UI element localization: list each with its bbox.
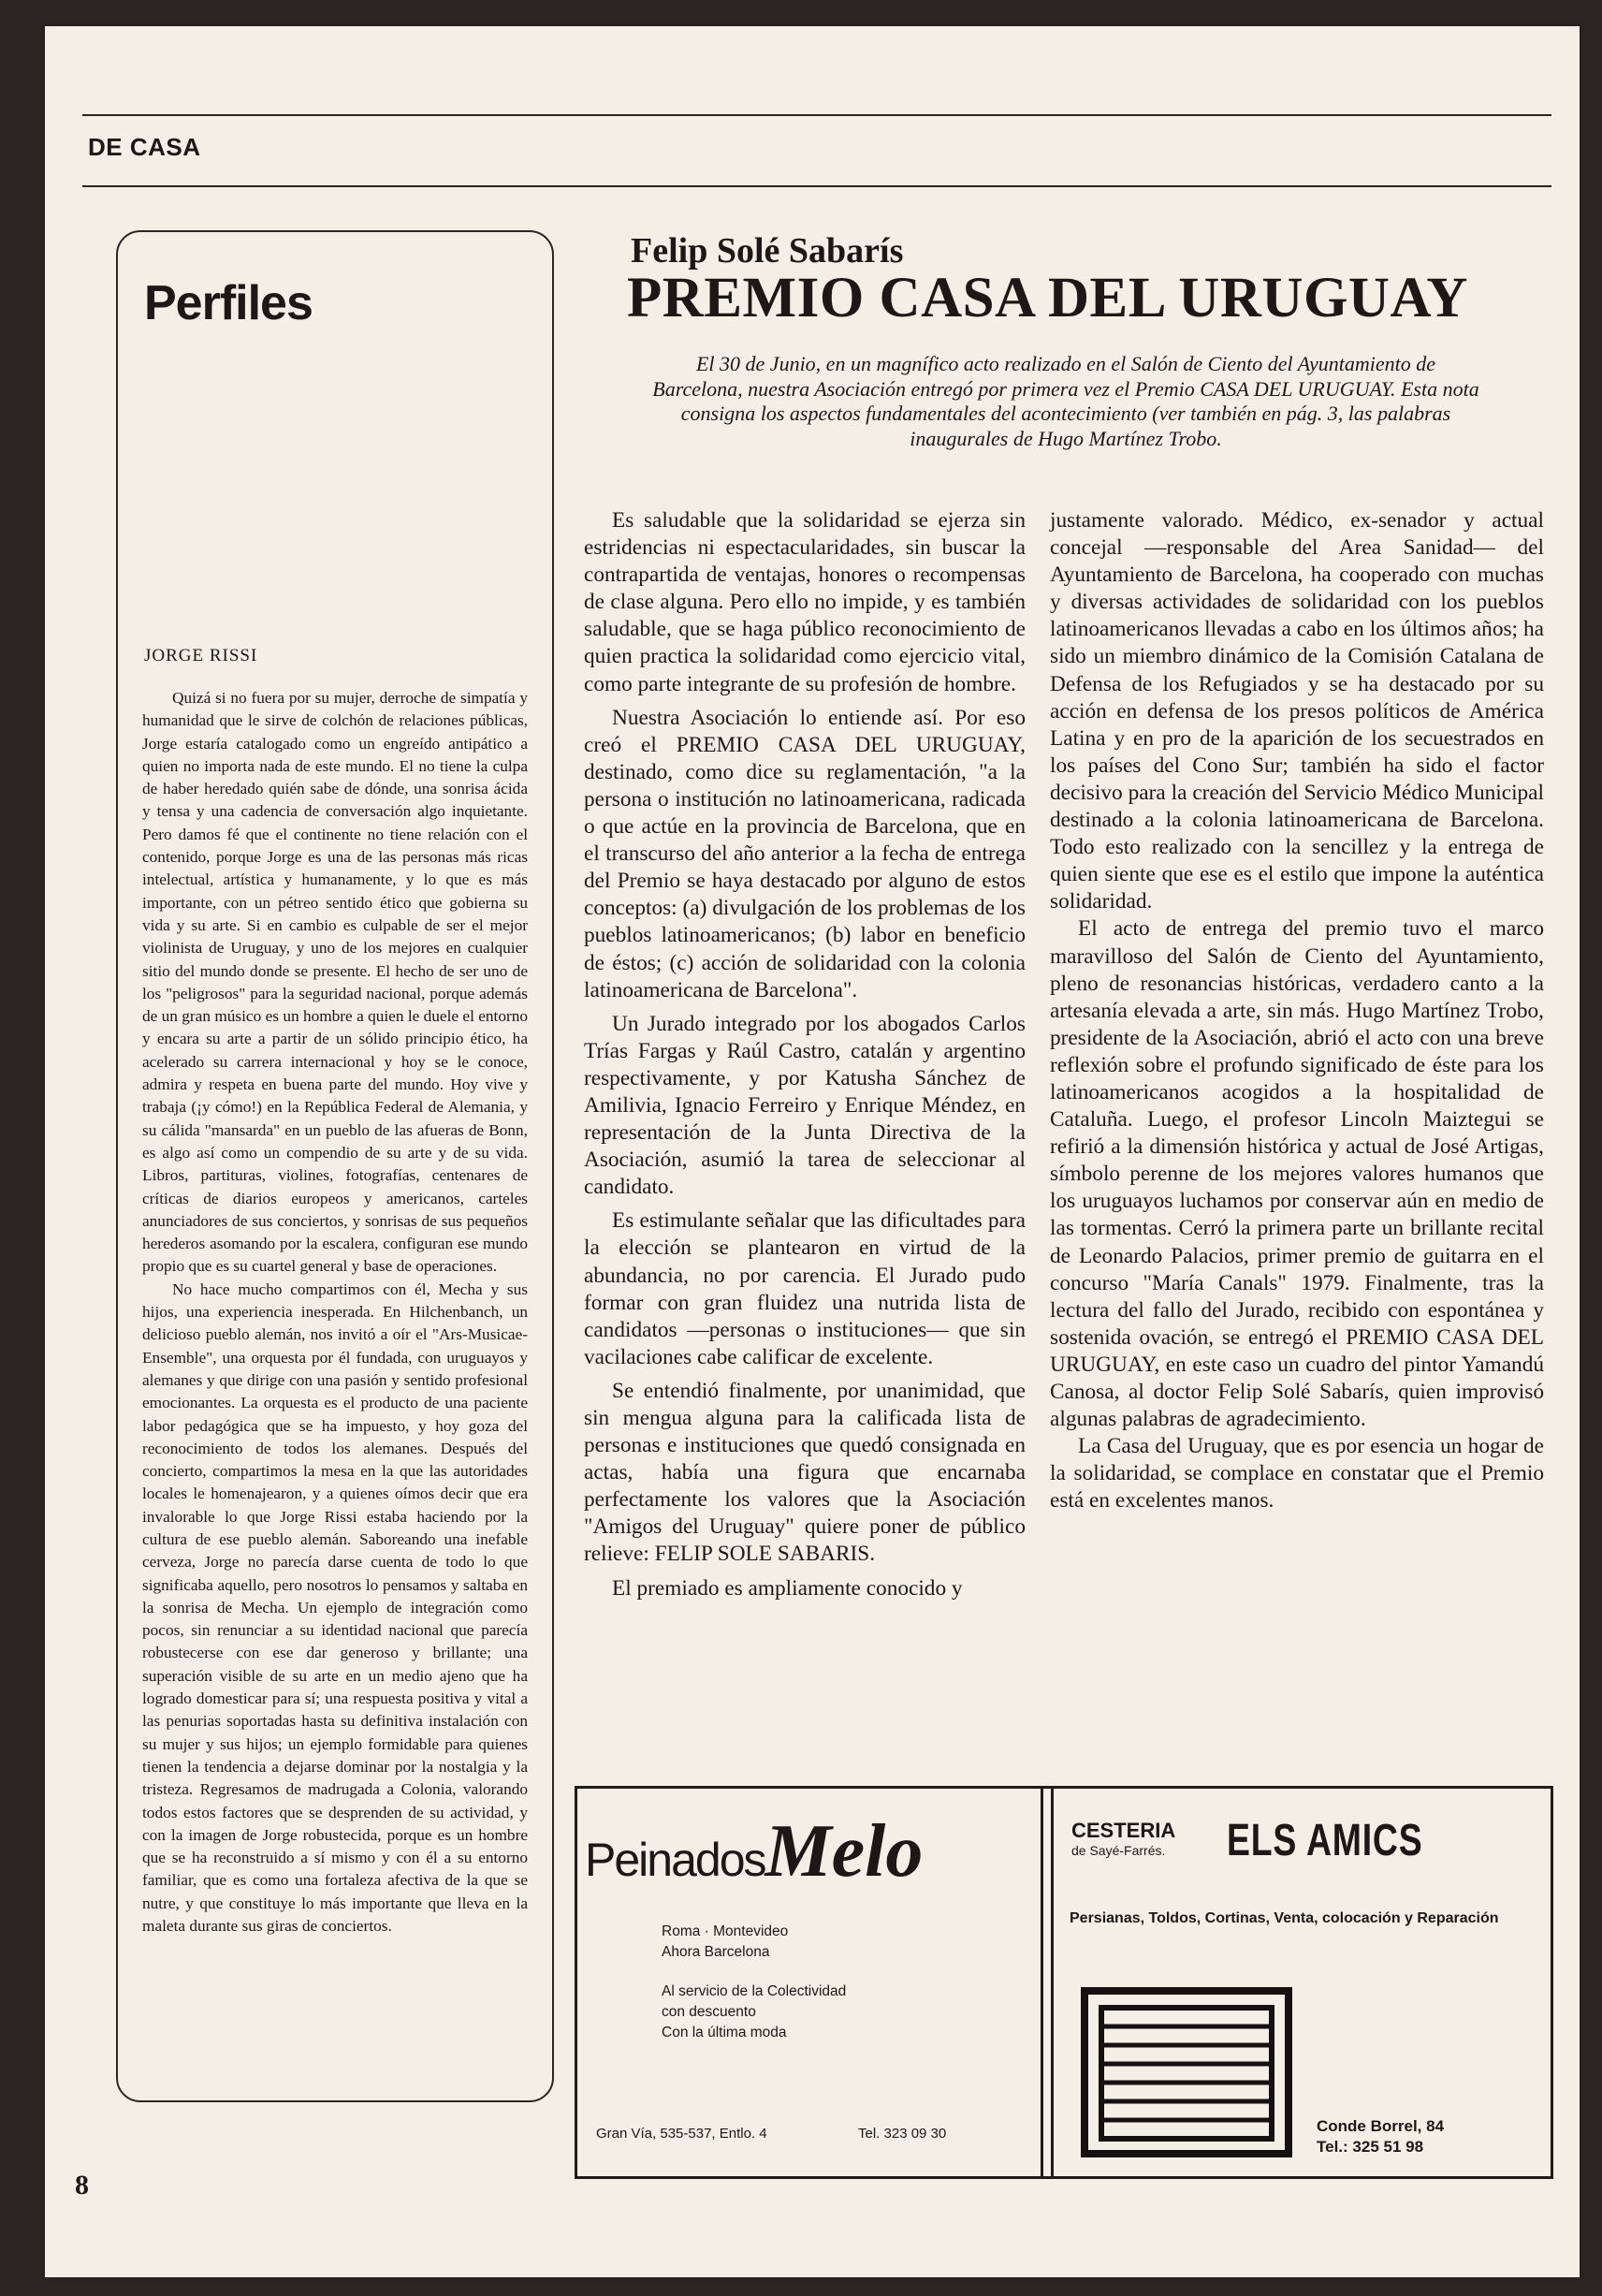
ad-els-amics <box>1041 1786 1553 2179</box>
article-paragraph: Es estimulante señalar que las dificultades para la elección se plantearon en virtud de la abundancia, no por carencia. El Jurado pudo formar con gran fluidez una nutrida lista de candidatos —personas o instituciones— que sin vacilaciones cabe calificar de excelente. <box>584 1208 1026 1369</box>
article-column-1 <box>584 507 1026 1602</box>
ad-peinados-melo <box>575 1786 1054 2179</box>
melo-cities <box>662 1922 788 1963</box>
amics-name: ELS AMICS <box>1227 1816 1423 1865</box>
article-kicker: Felip Solé Sabarís <box>631 231 904 271</box>
perfiles-title: Perfiles <box>144 276 313 330</box>
melo-phone: Tel. 323 09 30 <box>858 2126 947 2142</box>
amics-services: Persianas, Toldos, Cortinas, Venta, colocación y Reparación <box>1070 1910 1499 1926</box>
perfiles-author: JORGE RISSI <box>144 646 258 665</box>
amics-address: Conde Borrel, 84 <box>1317 2117 1445 2135</box>
top-rule <box>82 114 1551 116</box>
article-column-2 <box>1050 507 1544 1514</box>
melo-service-line: Al servicio de la Colectividad <box>662 1983 847 1999</box>
article-headline: PREMIO CASA DEL URUGUAY <box>627 267 1468 329</box>
article-paragraph: Un Jurado integrado por los abogados Carlos Trías Fargas y Raúl Castro, catalán y argentino respectivamente, y por Katusha Sánchez de Amilivia, Ignacio Ferreiro y Enrique Méndez, en representación de la Junta Directiva de la Asociación, asumió la tarea de seleccionar al candidato. <box>584 1011 1026 1200</box>
article-paragraph: El premiado es ampliamente conocido y <box>612 1575 963 1601</box>
article-paragraph: Nuestra Asociación lo entiende así. Por eso creó el PREMIO CASA DEL URUGUAY, destinado, como dice su reglamentación, "a la persona o institución no latinoamericana, radicada o que actúe en la provincia de Barcelona, que en el transcurso del año anterior a la fecha de entrega del Premio se haya destacado por alguno de estos conceptos: (a) divulgación de los problemas de los pueblos latinoamericanos; (b) labor en beneficio de éstos; (c) acción de solidaridad con la colonia latinoamericana de Barcelona". <box>584 705 1026 1002</box>
melo-logo <box>585 1809 923 1894</box>
perfiles-box <box>116 230 554 2102</box>
melo-cities-line: Roma · Montevideo <box>662 1923 789 1939</box>
basket-icon <box>1081 1987 1292 2157</box>
article-paragraph: La Casa del Uruguay, que es por esencia un hogar de la solidaridad, se complace en constatar que el Premio está en excelentes manos. <box>1050 1434 1544 1514</box>
perfiles-body <box>142 687 528 1938</box>
article-paragraph: Se entendió finalmente, por unanimidad, que sin mengua alguna para la calificada lista de personas e instituciones que quedó consignada en actas, había una figura que encarnaba perfectamente los valores que la Asociación "Amigos del Uruguay" quiere poner de público relieve: FELIP SOLE SABARIS. <box>584 1378 1026 1567</box>
melo-service-line: Con la última moda <box>662 2025 787 2040</box>
section-label: DE CASA <box>88 133 201 161</box>
magazine-page <box>45 26 1580 2277</box>
article-paragraph: justamente valorado. Médico, ex-senador y actual concejal —responsable del Area Sanidad— del Ayuntamiento de Barcelona, ha cooperado con muchas y diversas actividades de solidaridad con los pueblos latinoamericanos llevadas a cabo en los últimos años; ha sido un miembro dinámico de la Comisión Catalana de Defensa de los Refugiados y se ha destacado por su acción en defensa de los presos políticos de América Latina y en pro de la aparición de los secuestrados en los países del Cono Sur; también ha sido el factor decisivo para la creación del Servicio Médico Municipal destinado a la colonia latinoamericana de Barcelona. Todo esto realizado con la sencillez y la entrega de quien siente que ese es el estilo que impone la auténtica solidaridad. <box>1050 508 1544 914</box>
amics-contact <box>1317 2116 1444 2157</box>
amics-owner: de Sayé-Farrés. <box>1071 1843 1166 1858</box>
melo-cities-line: Ahora Barcelona <box>662 1944 770 1960</box>
melo-service-line: con descuento <box>662 2004 756 2020</box>
perfiles-paragraph: No hace mucho compartimos con él, Mecha y sus hijos, una experiencia inesperada. En Hilchenbanch, un delicioso pueblo alemán, nos invitó a oír el "Ars-Musicae-Ensemble", una orquesta por él fundada, con uruguayos y alemanes y que dirige con una pasión y sentido profesional emocionantes. La orquesta es el producto de una paciente labor pedagógica que se ha impuesto, y hoy goza del reconocimiento de todos los alemanes. Después del concierto, compartimos la mesa en la que las autoridades locales le homenajearon, y a quienes oímos decir que era invalorable lo que Jorge Rissi estaba haciendo por la cultura de ese pueblo alemán. Saboreando una inefable cerveza, Jorge no parecía darse cuenta de todo lo que significaba aquello, pero nosotros lo pensamos y saltaba en la sonrisa de Mecha. Un ejemplo de integración como pocos, sin renunciar a su identidad nacional que parecía robustecerse con ese dar generoso y brillante; una superación visible de su arte en un medio ajeno que ha logrado domesticar para sí; una respuesta positiva y vital a las penurias soportadas hasta su definitiva instalación con su mujer y sus hijos; un ejemplo formidable para quienes tienen la tendencia a dejarse dominar por la nostalgia y la tristeza. Regresamos de madrugada a Colonia, valorando todos estos factores que se desprenden de su actividad, y con la imagen de Jorge robustecida, porque es un hombre que se ha reconstruido a sí mismo y con él a su entorno familiar, que es como una fortaleza afectiva de la que se nutre, y que constituye lo más importante que lleva en la maleta durante sus giras de conciertos. <box>142 1280 528 1936</box>
article-paragraph: El acto de entrega del premio tuvo el marco maravilloso del Salón de Ciento del Ayuntamiento, pleno de resonancias históricas, verdadero canto a la artesanía elevada a arte, sin más. Hugo Martínez Trobo, presidente de la Asociación, abrió el acto con una breve reflexión sobre el profundo significado de éste para los latinoamericanos acogidos a la hospitalidad de Cataluña. Luego, el profesor Lincoln Maiztegui se refirió a la dimensión histórica y actual de José Artigas, símbolo perenne de los mejores valores humanos que los uruguayos luchamos por conservar aún en medio de las tormentas. Cerró la primera parte un brillante recital de Leonardo Palacios, primer premio de guitarra en el concurso "María Canals" 1979. Finalmente, tras la lectura del fallo del Jurado, recibido con espontánea y sostenida ovación, se entregó el PREMIO CASA DEL URUGUAY, en este caso un cuadro del pintor Yamandú Canosa, al doctor Felip Solé Sabarís, quien improvisó algunas palabras de agradecimiento. <box>1050 916 1544 1432</box>
amics-phone: Tel.: 325 51 98 <box>1317 2138 1424 2156</box>
section-rule <box>82 185 1551 187</box>
page-number: 8 <box>75 2170 89 2201</box>
amics-cesteria: CESTERIA <box>1071 1819 1176 1842</box>
melo-address: Gran Vía, 535-537, Entlo. 4 <box>596 2126 767 2142</box>
perfiles-paragraph: Quizá si no fuera por su mujer, derroche de simpatía y humanidad que le sirve de colchón de relaciones públicas, Jorge estaría catalogado como un engreído antipático a quien no importa nada de este mundo. El no tiene la culpa de haber heredado quién sabe de dónde, una sonrisa ácida y tensa y una cadencia de conversación algo inquietante. Pero damos fé que el continente no tiene relación con el contenido, porque Jorge es una de las personas más ricas intelectual, artística y humanamente, y lo que es más importante, con un pétreo sentido ético que gobierna su vida y su arte. Si en cambio es culpable de ser el mejor violinista de Uruguay, y uno de los mejores en cualquier sitio del mundo donde se presente. El hecho de ser uno de los "peligrosos" para la seguridad nacional, porque además de un gran músico es un hombre a quien le duele el entorno y encara su arte a partir de un sólido principio ético, ha acelerado su carrera internacional y hoy se le conoce, admira y respeta en buena parte del mundo. Hoy vive y trabaja (¡y cómo!) en la República Federal de Alemania, y su cálida "mansarda" en un pueblo de las afueras de Bonn, es algo así como un compendio de su arte y de su vida. Libros, partituras, violines, fotografías, centenares de críticas de diarios europeos y americanos, carteles anunciadores de sus conciertos, y sonrisas de sus pequeños herederos asomando por la escalera, configuran ese mundo propio que es su cuartel general y base de operaciones. <box>142 689 528 1276</box>
article-paragraph: Es saludable que la solidaridad se ejerza sin estridencias ni espectacularidades, sin buscar la contrapartida de ventajas, honores o recompensas de clase alguna. Pero ello no impide, y es también saludable, que se haga público reconocimiento de quien practica la solidaridad como ejercicio vital, como parte integrante de su profesión de hombre. <box>584 508 1026 696</box>
melo-logo-melo: Melo <box>765 1810 924 1893</box>
article-lead: El 30 de Junio, en un magnífico acto realizado en el Salón de Ciento del Ayuntamiento de Barcelona, nuestra Asociación entregó por primera vez el Premio CASA DEL URUGUAY. Esta nota consigna los aspectos fundamentales del acontecimiento (ver también en pág. 3, las palabras inaugurales de Hugo Martínez Trobo. <box>652 352 1479 450</box>
melo-logo-peinados: Peinados <box>585 1834 765 1886</box>
melo-services <box>662 1982 846 2043</box>
